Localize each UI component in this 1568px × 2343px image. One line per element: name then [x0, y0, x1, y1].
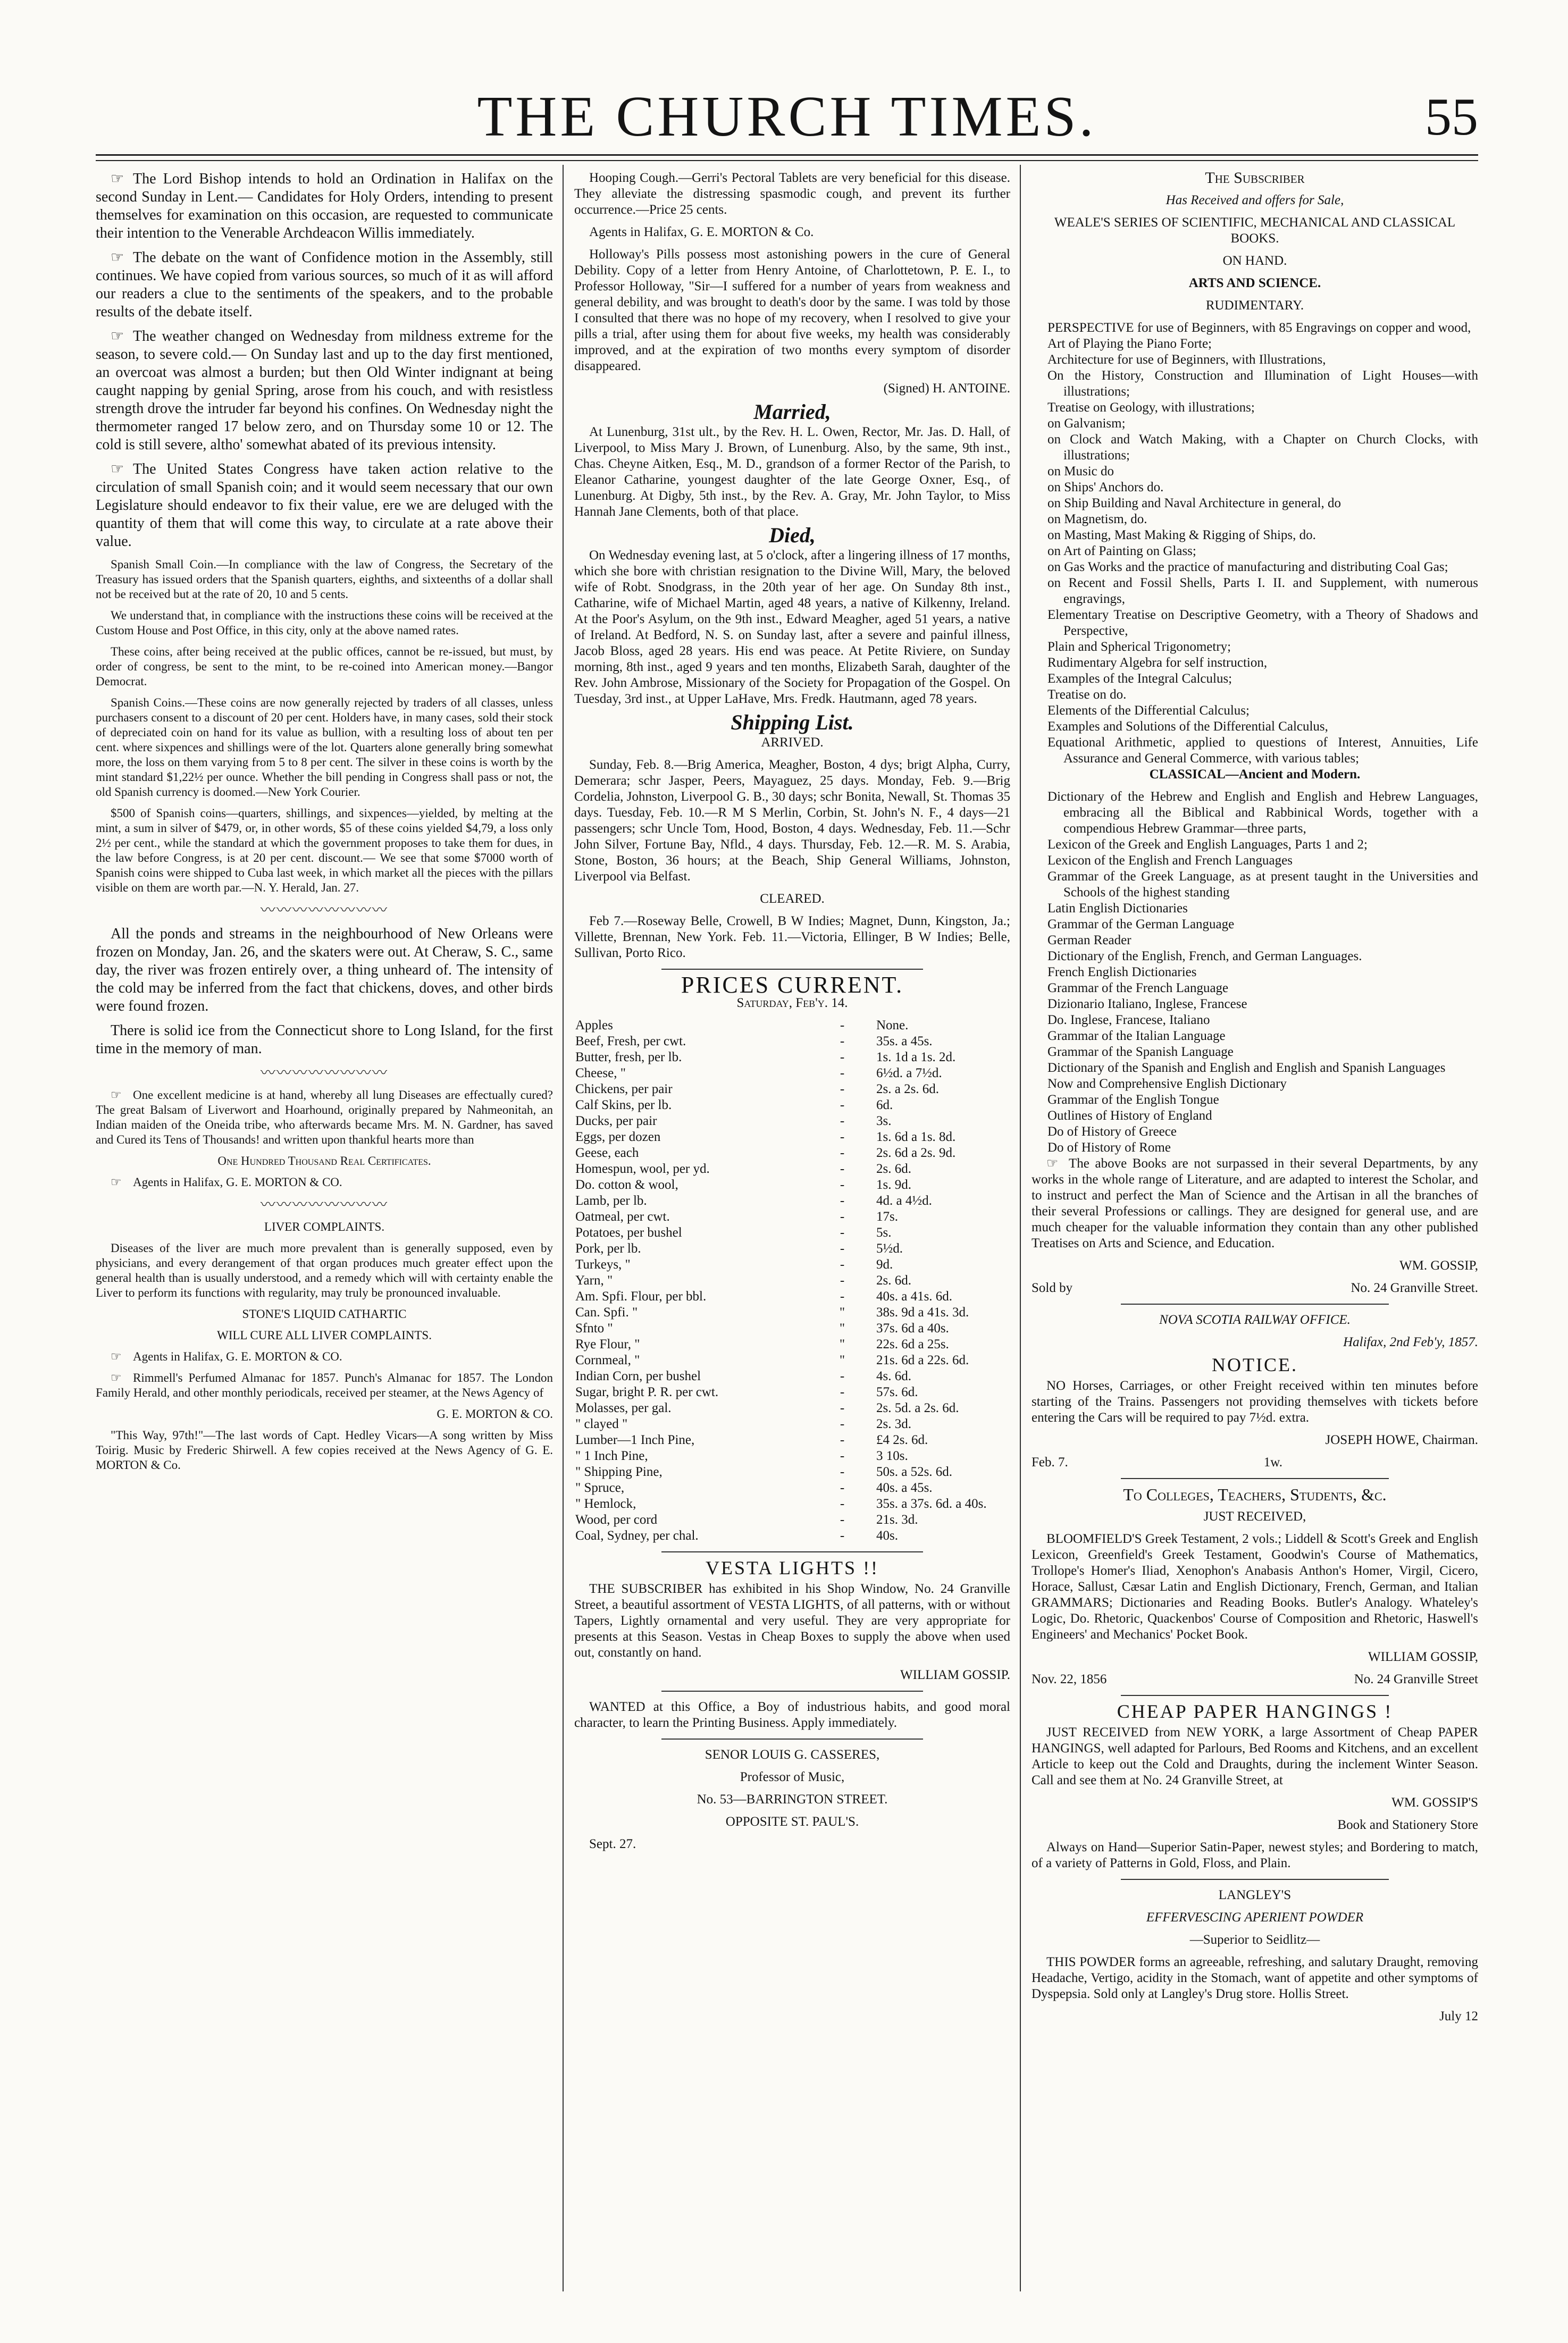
price-value: 21s. 3d.	[876, 1513, 918, 1527]
book-list-item: on Clock and Watch Making, with a Chapter on Church Clocks, with illustrations;	[1047, 432, 1478, 463]
column-2	[574, 170, 1010, 1859]
whooping-cough-ad: Hooping Cough.—Gerri's Pectoral Tablets are very beneficial for this disease. They alleviate the distressing spasmodic cough, and prevent its further occurrence.—Price 25 cents.	[574, 171, 1010, 217]
price-dash: "	[839, 1321, 845, 1336]
price-value: 35s. a 45s.	[876, 1034, 933, 1048]
price-item: Molasses, per gal.	[575, 1401, 672, 1415]
price-row	[574, 1400, 1010, 1416]
price-row	[574, 1337, 1010, 1353]
price-dash: -	[840, 1098, 845, 1112]
prices-current-heading: PRICES CURRENT.	[681, 972, 904, 998]
price-dash: -	[840, 1401, 845, 1415]
langley-ad: THIS POWDER forms an agreeable, refreshing, and salutary Draught, removing Headache, Vertigo, acidity in the Stomach, want of appetite and other symptoms of Dyspepsia. Sold only at Langley's Drug store. Hollis Street.	[1032, 1955, 1478, 2001]
price-value: 37s. 6d a 40s.	[876, 1321, 949, 1336]
wavy-divider: 〰〰〰〰〰〰〰〰	[260, 902, 388, 919]
price-dash: -	[840, 1433, 845, 1447]
prices-date: Saturday, Feb'y. 14.	[736, 996, 848, 1010]
ordination-notice: ☞ The Lord Bishop intends to hold an Ordination in Halifax on the second Sunday in Lent.— Candidates for Holy Orders, intending to present themselves for examination on this occasion, are requested to communicate their intention to the Venerable Archdeacon Willis immediately.	[96, 171, 553, 241]
price-row	[574, 1480, 1010, 1496]
understand-article: We understand that, in compliance with the instructions these coins will be received at the Custom House and Post Office, in this city, only at the above named rates.	[96, 609, 553, 637]
price-item: Wood, per cord	[575, 1513, 658, 1527]
divider	[1121, 1695, 1389, 1696]
pointing-hand-icon: ☞	[1046, 1156, 1059, 1171]
price-value: 4s. 6d.	[876, 1369, 911, 1383]
liver-agent: ☞ Agents in Halifax, G. E. MORTON & CO.	[111, 1350, 342, 1363]
price-value: 50s. a 52s. 6d.	[876, 1465, 953, 1479]
book-list-item: on Galvanism;	[1047, 416, 1126, 431]
divider	[661, 969, 923, 970]
ice-article: There is solid ice from the Connecticut shore to Long Island, for the first time in the memory of man.	[96, 1022, 553, 1057]
railway-heading: NOVA SCOTIA RAILWAY OFFICE.	[1159, 1313, 1351, 1327]
cleared-heading: CLEARED.	[760, 892, 825, 906]
price-dash: -	[840, 1529, 845, 1543]
column-1	[96, 170, 553, 1479]
ponds-article: All the ponds and streams in the neighbourhood of New Orleans were frozen on Monday, Jan. 26, and the skaters were out. At Cheraw, S. C., same day, the river was frozen entirely over, a thing unheard of. The intensity of the cold may be inferred from the fact that chickens, doves, and other birds were found frozen.	[96, 926, 553, 1014]
price-row	[574, 1161, 1010, 1177]
book-list-item: Examples and Solutions of the Differential Calculus,	[1047, 719, 1328, 734]
book-list-item: on Recent and Fossil Shells, Parts I. II. and Supplement, with numerous engravings,	[1047, 576, 1478, 606]
price-item: Do. cotton & wool,	[575, 1178, 678, 1192]
pointing-hand-icon: ☞	[111, 1175, 122, 1189]
book-list-item: Do of History of Greece	[1047, 1124, 1177, 1139]
price-item: Indian Corn, per bushel	[575, 1369, 701, 1383]
price-value: 22s. 6d a 25s.	[876, 1337, 949, 1351]
price-item: Butter, fresh, per lb.	[575, 1050, 682, 1064]
price-dash: -	[840, 1497, 845, 1511]
arrived-list: Sunday, Feb. 8.—Brig America, Meagher, Boston, 4 dys; brigt Alpha, Curry, Demerara; schr Jasper, Peers, Mayaguez, 25 days. Monday, Feb. 9.—Brig Cordelia, Johnston, Liverpool G. B., 30 days; schr Bonita, Newall, St. Thomas 35 days. Tuesday, Feb. 10.—R M S Merlin, Corbin, St. John's N. F., 4 days—21 passengers; schr Uncle Tom, Hood, Boston, 4 days. Wednesday, Feb. 11.—Schr John Silver, Fortune Bay, Nfld., 4 days. Thursday, Feb. 12.—R. M. S. Arabia, Stone, Boston, 36 hours; at the Beach, Ship General Williams, Johnston, Liverpool via Belfast.	[574, 758, 1010, 884]
book-list-item: Rudimentary Algebra for self instruction,	[1047, 656, 1268, 670]
book-list-item: Dizionario Italiano, Inglese, Francese	[1047, 997, 1247, 1011]
price-dash: -	[840, 1273, 845, 1288]
price-row	[574, 1289, 1010, 1305]
book-list-item: Art of Playing the Piano Forte;	[1047, 337, 1212, 351]
price-item: Cheese, "	[575, 1066, 626, 1080]
book-list-item: PERSPECTIVE for use of Beginners, with 85 Engravings on copper and wood,	[1047, 321, 1471, 335]
book-list-item: Grammar of the Italian Language	[1047, 1029, 1226, 1043]
price-item: Turkeys, "	[575, 1257, 631, 1272]
book-list-item: Grammar of the Greek Language, as at present taught in the Universities and Schools of the highest standing	[1047, 869, 1478, 900]
price-dash: -	[840, 1513, 845, 1527]
weale-address: No. 24 Granville Street.	[1351, 1281, 1478, 1295]
balsam-agent: ☞ Agents in Halifax, G. E. MORTON & CO.	[111, 1175, 342, 1189]
divider	[1121, 1304, 1389, 1305]
price-row	[574, 1113, 1010, 1129]
langley-subheading: EFFERVESCING APERIENT POWDER	[1146, 1910, 1364, 1925]
price-item: Pork, per lb.	[575, 1241, 641, 1256]
price-item: " 1 Inch Pine,	[575, 1449, 648, 1463]
bloomfield-address: No. 24 Granville Street	[1354, 1672, 1478, 1686]
pointing-hand-icon: ☞	[111, 249, 124, 266]
price-dash: -	[840, 1178, 845, 1192]
price-item: Beef, Fresh, per cwt.	[575, 1034, 686, 1048]
price-dash: "	[839, 1305, 845, 1320]
colleges-heading: To Colleges, Teachers, Students, &c.	[1123, 1485, 1387, 1504]
subscriber-heading: The Subscriber	[1205, 170, 1305, 187]
price-item: Calf Skins, per lb.	[575, 1098, 672, 1112]
price-row	[574, 1145, 1010, 1161]
price-dash: -	[840, 1241, 845, 1256]
balsam-certificates: One Hundred Thousand Real Certificates.	[217, 1154, 431, 1168]
price-dash: -	[840, 1417, 845, 1431]
price-row	[574, 1448, 1010, 1464]
classical-heading: CLASSICAL—Ancient and Modern.	[1149, 767, 1361, 782]
wavy-divider: 〰〰〰〰〰〰〰〰	[260, 1065, 388, 1081]
just-received-label: JUST RECEIVED,	[1203, 1509, 1306, 1524]
price-row	[574, 1321, 1010, 1337]
these-coins-article: These coins, after being received at the public offices, cannot be re-issued, but must, by order of congress, be sent to the mint, to be re-coined into American money.—Bangor Democrat.	[96, 645, 553, 688]
price-value: 5½d.	[876, 1241, 903, 1256]
book-list-item: Architecture for use of Beginners, with Illustrations,	[1047, 352, 1326, 367]
liver-cure: WILL CURE ALL LIVER COMPLAINTS.	[217, 1329, 432, 1342]
book-list-item: Lexicon of the English and French Languages	[1047, 853, 1293, 868]
senor-date: Sept. 27.	[589, 1837, 636, 1851]
book-list-item: Equational Arithmetic, applied to questions of Interest, Annuities, Life Assurance and General Commerce, with various tables;	[1047, 735, 1478, 766]
price-value: 2s. 3d.	[876, 1417, 911, 1431]
bloomfield-date: Nov. 22, 1856	[1032, 1672, 1107, 1686]
book-list-item: Latin English Dictionaries	[1047, 901, 1188, 916]
price-dash: -	[840, 1146, 845, 1160]
price-item: Yarn, "	[575, 1273, 613, 1288]
price-row	[574, 1097, 1010, 1113]
price-dash: -	[840, 1018, 845, 1032]
price-item: Lamb, per lb.	[575, 1194, 647, 1208]
price-dash: -	[840, 1034, 845, 1048]
price-row	[574, 1177, 1010, 1193]
book-list-item: On the History, Construction and Illumination of Light Houses—with illustrations;	[1047, 368, 1478, 399]
died-heading: Died,	[769, 523, 816, 547]
prices-table	[574, 1018, 1010, 1544]
price-item: Chickens, per pair	[575, 1082, 673, 1096]
price-value: 2s. 6d a 2s. 9d.	[876, 1146, 956, 1160]
debate-notice: ☞ The debate on the want of Confidence motion in the Assembly, still continues. We have copied from various sources, so much of it as will afford our readers a clue to the sentiments of the speakers, and to the probable results of the debate itself.	[96, 249, 553, 320]
price-row	[574, 1384, 1010, 1400]
book-list-item: on Gas Works and the practice of manufacturing and distributing Coal Gas;	[1047, 560, 1448, 574]
pointing-hand-icon: ☞	[111, 1350, 122, 1363]
subscriber-subheading: Has Received and offers for Sale,	[1165, 193, 1344, 207]
book-list-item: Now and Comprehensive English Dictionary	[1047, 1077, 1287, 1091]
langley-heading: LANGLEY'S	[1218, 1888, 1292, 1902]
book-list-item: Outlines of History of England	[1047, 1108, 1212, 1123]
holloway-ad: Holloway's Pills possess most astonishing powers in the cure of General Debility. Copy of a letter from Henry Antoine, of Charlottetown, P. E. I., to Professor Holloway, "Sir—I suffered for a number of years from weakness and general debility, and was brought to death's door by the same. I was told by those I consulted that there was no hope of my recovery, when I resolved to give your pills a trial, after using them for about five weeks, my health was considerably improved, and at the expiration of two months every symptom of disorder disappeared.	[574, 247, 1010, 373]
price-item: " Hemlock,	[575, 1497, 636, 1511]
price-value: 1s. 1d a 1s. 2d.	[876, 1050, 956, 1064]
book-list-item: Dictionary of the Spanish and English and English and Spanish Languages	[1047, 1061, 1446, 1075]
notice-heading: NOTICE.	[1212, 1354, 1298, 1375]
price-row	[574, 1018, 1010, 1034]
price-row	[574, 1225, 1010, 1241]
pointing-hand-icon: ☞	[111, 1371, 122, 1384]
paper-signature: WM. GOSSIP'S	[1391, 1795, 1478, 1810]
book-list-item: Do. Inglese, Francese, Italiano	[1047, 1013, 1210, 1027]
price-row	[574, 1528, 1010, 1544]
liver-title: LIVER COMPLAINTS.	[264, 1220, 385, 1233]
price-value: 57s. 6d.	[876, 1385, 918, 1399]
price-row	[574, 1496, 1010, 1512]
weale-sold-label: Sold by	[1032, 1281, 1073, 1295]
balsam-ad: ☞ One excellent medicine is at hand, whereby all lung Diseases are effectually cured? The great Balsam of Liverwort and Hoarhound, originally prepared by Nahmeonitah, an Indian maiden of the Oneida tribe, who afterwards became Mrs. M. N. Gardner, has saved and Cured its Tens of Thousands! and written upon thankful hearts more than	[96, 1088, 553, 1146]
column-3	[1032, 170, 1478, 2031]
price-value: £4 2s. 6d.	[876, 1433, 928, 1447]
price-dash: -	[840, 1481, 845, 1495]
spanish-small-coin-article: Spanish Small Coin.—In compliance with the law of Congress, the Secretary of the Treasury has issued orders that the Spanish quarters, eighths, and sixteenths of a dollar shall not be received but at the rate of 20, 10 and 5 cents.	[96, 558, 553, 601]
price-row	[574, 1416, 1010, 1432]
paper-always: Always on Hand—Superior Satin-Paper, newest styles; and Bordering to match, of a variety of Patterns in Gold, Floss, and Plain.	[1032, 1840, 1478, 1870]
this-way-ad: "This Way, 97th!"—The last words of Capt. Hedley Vicars—A song written by Miss Toirig. Music by Frederic Shirwell. A few copies received at the News Agency of G. E. MORTON & Co.	[96, 1429, 553, 1472]
price-item: Sfnto "	[575, 1321, 613, 1336]
divider	[661, 1691, 923, 1692]
book-list-item: on Art of Painting on Glass;	[1047, 544, 1196, 558]
rimmel-sign: G. E. MORTON & CO.	[437, 1407, 553, 1421]
book-list-item: on Ships' Anchors do.	[1047, 480, 1164, 494]
price-dash: -	[840, 1449, 845, 1463]
bloomfield-ad: BLOOMFIELD'S Greek Testament, 2 vols.; Liddell & Scott's Greek and English Lexicon, Greenfield's Greek Testament, Goodwin's Course of Mathematics, Trollope's Homer's Iliad, Xenophon's Anabasis Anthon's Homer, Virgil, Cicero, Horace, Sallust, Cæsar Latin and English Dictionary, French, German, and Italian GRAMMARS; Dictionaries and Reading Books. Butler's Analogy. Whateley's Logic, Do. Rhetoric, Quackenbos' Course of Composition and Rhetoric, Haswell's Engineers' and Mechanics' Pocket Book.	[1032, 1532, 1478, 1642]
spanish-coins-article: Spanish Coins.—These coins are now generally rejected by traders of all classes, unless purchasers consent to a discount of 20 per cent. Holders have, in many cases, sold their stock of depreciated coin on hand for its value as bullion, with a resulting loss of about ten per cent. where sixpences and shillings were of the lot. Quarters alone generally bring somewhat more, the loss on them varying from 5 to 8 per cent. The silver in these coins is worth by the mint standard $1,22½ per ounce. Whether the bill pending in Congress shall pass or not, the old Spanish currency is doomed.—New York Courier.	[96, 696, 553, 799]
price-row	[574, 1193, 1010, 1209]
pointing-hand-icon: ☞	[111, 461, 124, 477]
divider	[1121, 1478, 1389, 1479]
price-value: 2s. 6d.	[876, 1273, 911, 1288]
price-value: 2s. a 2s. 6d.	[876, 1082, 940, 1096]
cleared-list: Feb 7.—Roseway Belle, Crowell, B W Indies; Magnet, Dunn, Kingston, Ja.; Villette, Brennan, New York. Feb. 11.—Victoria, Ellinger, B W Indies; Belle, Sullivan, Porto Rico.	[574, 914, 1010, 960]
book-list-item: on Ship Building and Naval Architecture in general, do	[1047, 496, 1341, 510]
price-row	[574, 1241, 1010, 1257]
vesta-heading: VESTA LIGHTS !!	[705, 1557, 879, 1578]
liver-body: Diseases of the liver are much more prevalent than is generally supposed, even by physicians, and every derangement of that organ produces much greater effect upon the general health than is usually understood, and a remedy which will with certainty enable the Liver to perform its functions with regularity, may truly be pronounced invaluable.	[96, 1241, 553, 1299]
price-value: 3 10s.	[876, 1449, 908, 1463]
book-list-item: French English Dictionaries	[1047, 965, 1197, 979]
price-dash: -	[840, 1066, 845, 1080]
paper-hangings-ad: JUST RECEIVED from NEW YORK, a large Assortment of Cheap PAPER HANGINGS, well adapted for Parlours, Bed Rooms and Kitchens, and an excellent Article to keep out the Cold and Draughts, during the inclement Winter Season. Call and see them at No. 24 Granville Street, at	[1032, 1725, 1478, 1787]
price-dash: -	[840, 1369, 845, 1383]
price-dash: -	[840, 1162, 845, 1176]
classical-books-list	[1047, 789, 1478, 1156]
price-dash: "	[839, 1353, 845, 1367]
price-item: Cornmeal, "	[575, 1353, 640, 1367]
price-value: 40s. a 45s.	[876, 1481, 933, 1495]
price-item: Homespun, wool, per yd.	[575, 1162, 710, 1176]
price-item: Can. Spfi. "	[575, 1305, 638, 1320]
price-row	[574, 1432, 1010, 1448]
price-item: " Spruce,	[575, 1481, 625, 1495]
price-row	[574, 1464, 1010, 1480]
railway-notice-1w: 1w.	[1263, 1455, 1282, 1469]
married-heading: Married,	[753, 400, 831, 424]
senor-title: Professor of Music,	[740, 1770, 845, 1784]
divider	[661, 1551, 923, 1552]
price-row	[574, 1081, 1010, 1097]
price-item: " Shipping Pine,	[575, 1465, 663, 1479]
book-list-item: German Reader	[1047, 933, 1131, 947]
column-rule-2	[1020, 165, 1021, 2291]
price-item: Rye Flour, "	[575, 1337, 640, 1351]
senor-name: SENOR LOUIS G. CASSERES,	[705, 1748, 880, 1762]
price-row	[574, 1273, 1010, 1289]
book-list-item: Grammar of the French Language	[1047, 981, 1229, 995]
price-item: Ducks, per pair	[575, 1114, 657, 1128]
shipping-heading: Shipping List.	[731, 710, 854, 734]
whooping-agent: Agents in Halifax, G. E. MORTON & Co.	[589, 225, 814, 239]
weather-notice: ☞ The weather changed on Wednesday from mildness extreme for the season, to severe cold.— On Sunday last and up to the day first mentioned, an overcoat was almost a burden; but then Old Winter indignant at being caught napping by genial Spring, arose from his couch, and with resistless strength drove the intruder far beyond his confines. On Wednesday night the thermometer ranged 17 below zero, and on Thursday some 10 or 12. The cold is still severe, altho' somewhat abated of its previous intensity.	[96, 328, 553, 453]
masthead-rule	[96, 154, 1478, 161]
masthead	[96, 80, 1478, 154]
price-item: Eggs, per dozen	[575, 1130, 661, 1144]
railway-notice: NO Horses, Carriages, or other Freight received within ten minutes before starting of the Trains. Passengers not providing themselves with tickets before entering the Cars will be required to pay 7½d. extra.	[1032, 1379, 1478, 1425]
price-item: Am. Spfi. Flour, per bbl.	[575, 1289, 707, 1304]
price-value: 40s.	[876, 1529, 898, 1543]
rimmel-ad: ☞ Rimmell's Perfumed Almanac for 1857. Punch's Almanac for 1857. The London Family Herald, and other monthly periodicals, received per steamer, at the News Agency of	[96, 1371, 553, 1399]
price-row	[574, 1368, 1010, 1384]
price-value: 5s.	[876, 1225, 892, 1240]
wanted-ad: WANTED at this Office, a Boy of industrious habits, and good moral character, to learn the Printing Business. Apply immediately.	[574, 1700, 1010, 1730]
book-list-item: Treatise on do.	[1047, 687, 1127, 702]
price-row	[574, 1257, 1010, 1273]
coins-notice: ☞ The United States Congress have taken action relative to the circulation of small Spanish coin; and it would seem necessary that our own Legislature should endeavor to fix their value, ere we are deluged with the quantity of them that will come this way, to circulate at a rate above their value.	[96, 461, 553, 550]
died-notices: On Wednesday evening last, at 5 o'clock, after a lingering illness of 17 months, which she bore with christian resignation to the Divine Will, Mary, the beloved wife of Robt. Snodgrass, in the 20th year of her age. On Sunday 8th inst., Catharine, wife of Michael Martin, aged 48 years, a native of Kilkenny, Ireland. At the Poor's Asylum, on the 9th inst., Edward Meagher, aged 51 years, a native of Ireland. At Bedford, N. S. on Sunday last, after a severe and painful illness, Jacob Bloss, aged 28 years. His end was peace. At Petite Riviere, on Sunday morning, 8th inst., aged 9 years and ten months, Elizabeth Sarah, daughter of the Rev. John Ambrose, Missionary of the Society for Propagation of the Gospel. On Tuesday, 3rd inst., at Upper LaHave, Mrs. Fredk. Hautmann, aged 78 years.	[574, 548, 1010, 706]
book-list-item: Dictionary of the English, French, and German Languages.	[1047, 949, 1362, 963]
price-item: Geese, each	[575, 1146, 639, 1160]
price-value: None.	[876, 1018, 909, 1032]
price-value: 38s. 9d a 41s. 3d.	[876, 1305, 969, 1320]
book-list-item: on Music do	[1047, 464, 1114, 478]
price-dash: -	[840, 1130, 845, 1144]
divider	[1121, 1879, 1389, 1880]
book-list-item: Grammar of the Spanish Language	[1047, 1045, 1234, 1059]
price-value: 35s. a 37s. 6d. a 40s.	[876, 1497, 987, 1511]
price-item: Sugar, bright P. R. per cwt.	[575, 1385, 719, 1399]
bloomfield-signature: WILLIAM GOSSIP,	[1368, 1650, 1478, 1664]
price-row	[574, 1353, 1010, 1368]
bloomfield-date-row	[1032, 1672, 1478, 1687]
price-dash: -	[840, 1210, 845, 1224]
price-item: Potatoes, per bushel	[575, 1225, 682, 1240]
weale-sold-row	[1032, 1280, 1478, 1296]
price-value: 40s. a 41s. 6d.	[876, 1289, 953, 1304]
weale-signature: WM. GOSSIP,	[1399, 1258, 1478, 1273]
book-list-item: Lexicon of the Greek and English Languages, Parts 1 and 2;	[1047, 837, 1368, 852]
on-hand-label: ON HAND.	[1222, 254, 1287, 268]
weale-note: ☞ The above Books are not surpassed in their several Departments, by any works in the whole range of Literature, and are adapted to interest the Scholar, and to instruct and perfect the Man of Science and the Artisan in all the branches of their several Professions or callings. They are designed for general use, and are much cheaper for the valuable information they contain than any other published Treatises on Arts and Science, and Education.	[1032, 1156, 1478, 1250]
weale-series-heading: WEALE'S SERIES OF SCIENTIFIC, MECHANICAL AND CLASSICAL BOOKS.	[1054, 215, 1456, 246]
price-dash: -	[840, 1114, 845, 1128]
railway-date-row	[1032, 1455, 1478, 1471]
rudimentary-label: RUDIMENTARY.	[1205, 298, 1304, 313]
price-item: Oatmeal, per cwt.	[575, 1210, 670, 1224]
price-value: 3s.	[876, 1114, 892, 1128]
price-dash: -	[840, 1257, 845, 1272]
price-row	[574, 1034, 1010, 1049]
price-item: Coal, Sydney, per chal.	[575, 1529, 699, 1543]
langley-date: July 12	[1439, 2009, 1478, 2023]
pointing-hand-icon: ☞	[111, 328, 124, 345]
price-row	[574, 1129, 1010, 1145]
price-dash: "	[839, 1337, 845, 1351]
price-item: Lumber—1 Inch Pine,	[575, 1433, 695, 1447]
pointing-hand-icon: ☞	[111, 171, 124, 187]
book-list-item: on Masting, Mast Making & Rigging of Ships, do.	[1047, 528, 1316, 542]
price-dash: -	[840, 1082, 845, 1096]
vesta-signature: WILLIAM GOSSIP.	[900, 1668, 1010, 1682]
five-hundred-article: $500 of Spanish coins—quarters, shillings, and sixpences—yielded, by melting at the mint, a sum in silver of $479, or, in other words, $5 of these coins yielded $4,79, a loss only 2½ per cent., while the standard at which the government proposes to take them for dues, in the law before Congress, is at 20 per cent. discount.— We see that some $7000 worth of Spanish coins were shipped to Cuba last week, in which market all the pieces with the pillars visible on them are worth par.—N. Y. Herald, Jan. 27.	[96, 807, 553, 894]
price-row	[574, 1049, 1010, 1065]
arts-science-heading: ARTS AND SCIENCE.	[1188, 276, 1321, 290]
price-value: 1s. 6d a 1s. 8d.	[876, 1130, 956, 1144]
price-value: 21s. 6d a 22s. 6d.	[876, 1353, 969, 1367]
price-row	[574, 1065, 1010, 1081]
langley-superior: —Superior to Seidlitz—	[1189, 1933, 1320, 1947]
price-item: " clayed "	[575, 1417, 628, 1431]
price-row	[574, 1305, 1010, 1321]
senor-address: No. 53—BARRINGTON STREET.	[697, 1792, 888, 1807]
price-value: 17s.	[876, 1210, 898, 1224]
price-dash: -	[840, 1465, 845, 1479]
price-dash: -	[840, 1385, 845, 1399]
divider	[661, 1739, 923, 1740]
senor-opposite: OPPOSITE ST. PAUL'S.	[725, 1815, 859, 1829]
paper-store: Book and Stationery Store	[1337, 1818, 1478, 1832]
book-list-item: on Magnetism, do.	[1047, 512, 1147, 526]
price-value: 1s. 9d.	[876, 1178, 911, 1192]
price-row	[574, 1512, 1010, 1528]
price-dash: -	[840, 1194, 845, 1208]
column-rule-1	[563, 165, 564, 2291]
price-dash: -	[840, 1050, 845, 1064]
price-value: 2s. 6d.	[876, 1162, 911, 1176]
price-item: Apples	[575, 1018, 613, 1032]
liver-stone: STONE'S LIQUID CATHARTIC	[242, 1307, 407, 1321]
newspaper-title: THE CHURCH TIMES.	[477, 85, 1097, 148]
arrived-heading: ARRIVED.	[761, 735, 824, 750]
wavy-divider: 〰〰〰〰〰〰〰〰	[260, 1197, 388, 1213]
book-list-item: Elements of the Differential Calculus;	[1047, 703, 1250, 718]
book-list-item: Grammar of the English Tongue	[1047, 1093, 1219, 1107]
railway-date: Halifax, 2nd Feb'y, 1857.	[1343, 1335, 1478, 1349]
vesta-ad: THE SUBSCRIBER has exhibited in his Shop Window, No. 24 Granville Street, a beautiful assortment of VESTA LIGHTS, of all patterns, with or without Tapers, Lightly ornamental and very useful. They are very appropriate for presents at this Season. Vestas in Cheap Boxes to supply the above when used out, constantly on hand.	[574, 1582, 1010, 1660]
price-row	[574, 1209, 1010, 1225]
price-value: 4d. a 4½d.	[876, 1194, 932, 1208]
book-list-item: Examples of the Integral Calculus;	[1047, 671, 1232, 686]
paper-hangings-heading: CHEAP PAPER HANGINGS !	[1117, 1701, 1393, 1722]
price-dash: -	[840, 1289, 845, 1304]
price-value: 6½d. a 7½d.	[876, 1066, 942, 1080]
price-dash: -	[840, 1225, 845, 1240]
pointing-hand-icon: ☞	[111, 1088, 122, 1102]
railway-notice-date: Feb. 7.	[1032, 1455, 1068, 1469]
married-notices: At Lunenburg, 31st ult., by the Rev. H. L. Owen, Rector, Mr. Jas. D. Hall, of Liverpool, to Miss Mary J. Brown, of Lunenburg. Also, by the same, 9th inst., Chas. Cheyne Aitken, Esq., M. D., grandson of a former Rector of the Parish, to Eleanor Catharine, youngest daughter of the late George Oxner, Esq., of Lunenburg. At Digby, 5th inst., by the Rev. A. Gray, Mr. John Taylor, to Miss Hannah Jane Clements, both of that place.	[574, 425, 1010, 519]
arts-books-list	[1047, 320, 1478, 767]
book-list-item: Treatise on Geology, with illustrations;	[1047, 400, 1255, 415]
book-list-item: Plain and Spherical Trigonometry;	[1047, 640, 1231, 654]
page-number: 55	[1425, 87, 1478, 146]
book-list-item: Grammar of the German Language	[1047, 917, 1235, 931]
book-list-item: Elementary Treatise on Descriptive Geometry, with a Theory of Shadows and Perspective,	[1047, 608, 1478, 638]
price-value: 6d.	[876, 1098, 893, 1112]
book-list-item: Do of History of Rome	[1047, 1140, 1171, 1155]
railway-signature: JOSEPH HOWE, Chairman.	[1325, 1433, 1478, 1447]
holloway-signature: (Signed) H. ANTOINE.	[883, 381, 1010, 396]
price-value: 9d.	[876, 1257, 893, 1272]
book-list-item: Dictionary of the Hebrew and English and English and Hebrew Languages, embracing all the Biblical and Rabbinical Words, together with a compendious Hebrew Grammar—three parts,	[1047, 790, 1478, 836]
price-value: 2s. 5d. a 2s. 6d.	[876, 1401, 959, 1415]
